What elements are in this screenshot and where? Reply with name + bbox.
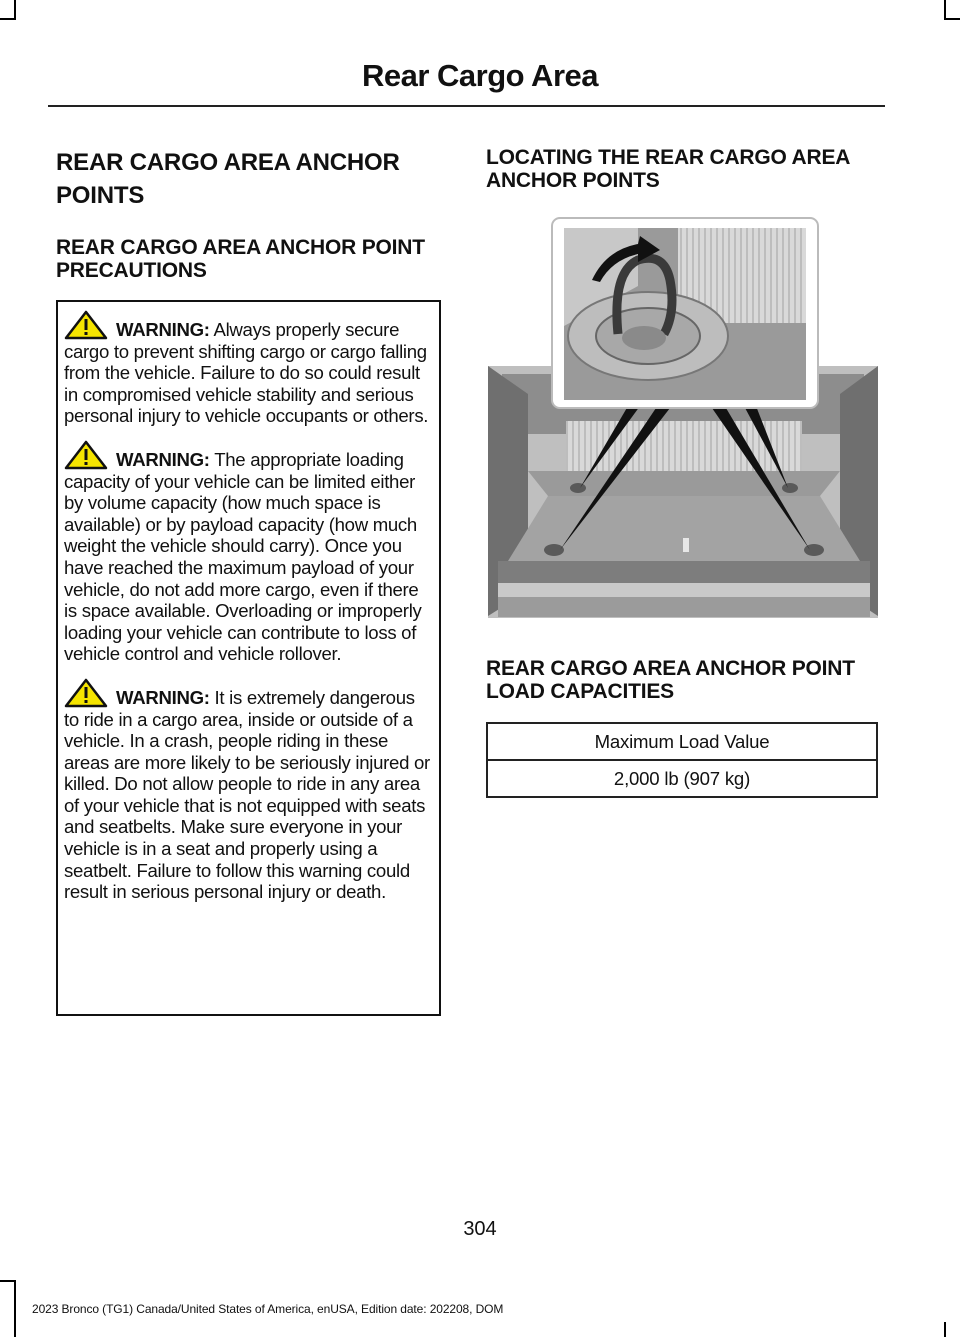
left-column bbox=[56, 146, 446, 903]
crop-mark bbox=[944, 18, 960, 20]
crop-mark bbox=[0, 1280, 16, 1282]
crop-mark bbox=[14, 0, 16, 20]
warning-text: The appropriate loading capacity of your vehicle can be limited either by volume capacity (how much space is available) or by payload capacity (how much weight the vehicle should carry). Once you have reached the maximum payload of your vehicle, do not add more cargo, even if there is space available. Overloading or improperly loading your vehicle can contribute to loss of vehicle control and vehicle rollover. bbox=[64, 448, 422, 665]
table-header-cell: Maximum Load Value bbox=[487, 723, 877, 760]
crop-mark bbox=[944, 1322, 946, 1337]
table-cell: 2,000 lb (907 kg) bbox=[487, 760, 877, 797]
load-capacity-table bbox=[486, 722, 878, 798]
crop-mark bbox=[944, 0, 946, 20]
page-number: 304 bbox=[463, 1218, 497, 1240]
right-column bbox=[486, 146, 878, 789]
warning-paragraph bbox=[64, 678, 433, 903]
warning-paragraph bbox=[64, 440, 433, 665]
warning-triangle-icon bbox=[64, 678, 108, 708]
warning-text: It is extremely dangerous to ride in a cargo area, inside or outside of a vehicle. In a crash, people riding in these areas are more likely to be seriously injured or killed. Do not allow people to ride in any area of your vehicle that is not equipped with seats and seatbelts. Make sure everyone in your vehicle is in a seat and properly using a seatbelt. Failure to follow this warning could result in serious personal injury or death. bbox=[64, 686, 430, 903]
crop-mark bbox=[0, 18, 16, 20]
crop-mark bbox=[14, 1280, 16, 1337]
section-heading: REAR CARGO AREA ANCHOR POINT LOAD CAPACITIES bbox=[486, 657, 855, 703]
footer-edition-text: 2023 Bronco (TG1) Canada/United States of America, enUSA, Edition date: 202208, DOM bbox=[32, 1302, 504, 1316]
section-heading: LOCATING THE REAR CARGO AREA ANCHOR POINTS bbox=[486, 146, 850, 192]
warning-text: Always properly secure cargo to prevent shifting cargo or cargo falling from the vehicle. Failure to do so could result in compromised vehicle stability and serious personal injury to vehicle occupants or others. bbox=[64, 319, 429, 427]
section-heading: REAR CARGO AREA ANCHOR POINTS bbox=[56, 149, 400, 209]
warning-box bbox=[56, 300, 441, 1016]
warning-label: WARNING: bbox=[116, 448, 210, 470]
header-divider bbox=[48, 105, 885, 107]
warning-paragraph bbox=[64, 310, 433, 427]
page-title: Rear Cargo Area bbox=[361, 58, 598, 93]
table-row bbox=[487, 723, 877, 760]
warning-label: WARNING: bbox=[116, 686, 210, 708]
subsection-heading: REAR CARGO AREA ANCHOR POINT PRECAUTIONS bbox=[56, 236, 425, 282]
table-row bbox=[487, 760, 877, 797]
cargo-anchor-illustration bbox=[488, 216, 878, 621]
warning-triangle-icon bbox=[64, 310, 108, 340]
warning-triangle-icon bbox=[64, 440, 108, 470]
anchor-closeup-inset bbox=[552, 218, 818, 408]
warning-label: WARNING: bbox=[116, 319, 210, 340]
